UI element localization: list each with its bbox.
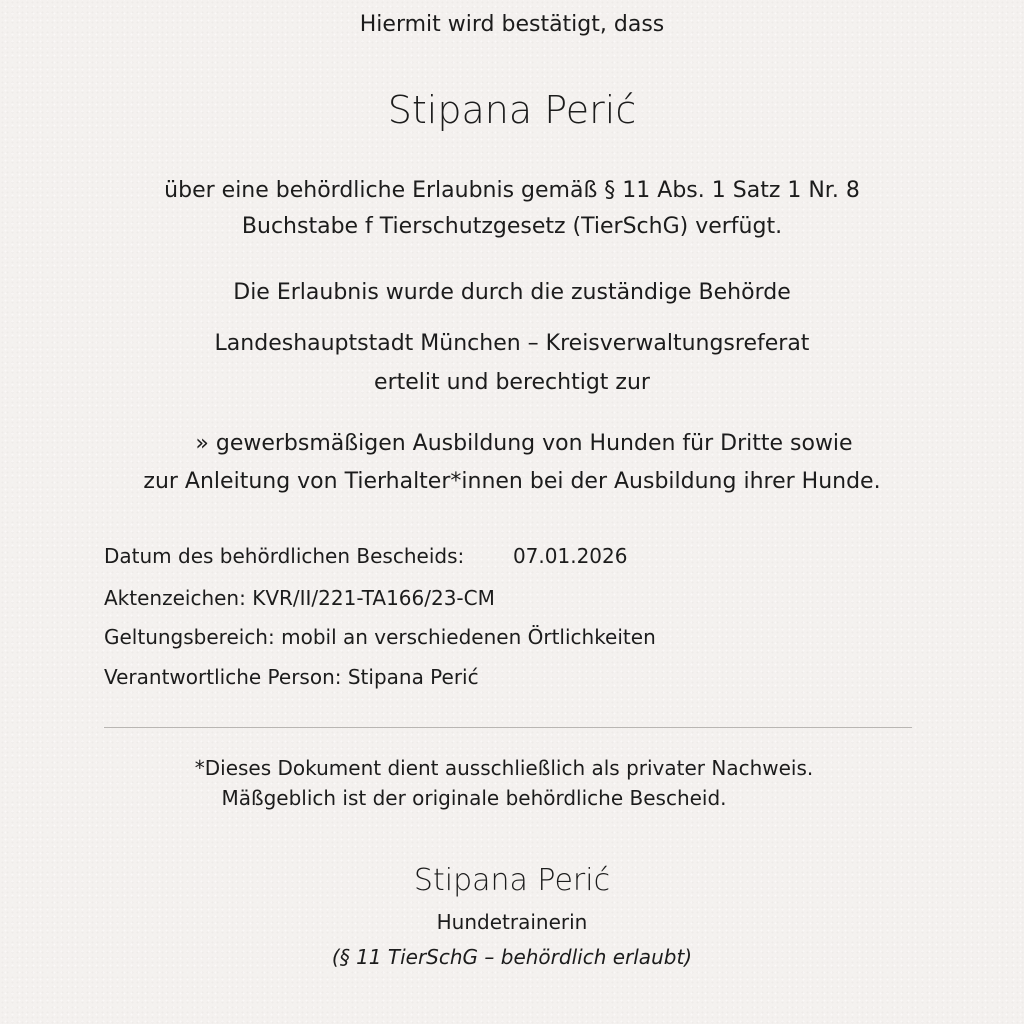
file-number-row (104, 586, 495, 610)
file-number-label: Aktenzeichen: (104, 586, 246, 610)
scope-row (104, 625, 656, 649)
authority-name: Landeshauptstadt München – Kreisverwaltungsreferat (214, 331, 810, 356)
intro-text: Hiermit wird bestätigt, dass (359, 12, 665, 37)
divider (104, 727, 912, 728)
permit-line-2: Buchstabe f Tierschutzgesetz (TierSchG) verfügt. (241, 214, 783, 239)
scope-label: Geltungsbereich: (104, 625, 275, 649)
holder-name: Stipana Perić (387, 88, 637, 132)
scope-line-2: zur Anleitung von Tierhalter*innen bei der Ausbildung ihrer Hunde. (143, 469, 881, 494)
disclaimer-line-2: Mäßgeblich ist der originale behördliche Bescheid. (221, 786, 727, 810)
file-number-value: KVR/II/221-TA166/23-CM (252, 586, 495, 610)
scope-value: mobil an verschiedenen Örtlichkeiten (281, 625, 656, 649)
permit-line-1: über eine behördliche Erlaubnis gemäß § 11 Abs. 1 Satz 1 Nr. 8 (164, 178, 860, 203)
date-value: 07.01.2026 (512, 544, 628, 568)
date-label: Datum des behördlichen Bescheids: (104, 544, 465, 568)
date-row (104, 544, 627, 568)
responsible-person-value: Stipana Perić (347, 665, 479, 689)
authority-outro: ertelit und berechtigt zur (374, 370, 650, 395)
signature-title: Hundetrainerin (436, 910, 588, 934)
responsible-person-label: Verantwortliche Person: (104, 665, 342, 689)
responsible-person-row (104, 665, 479, 689)
signature-note: (§ 11 TierSchG – behördlich erlaubt) (331, 945, 693, 969)
authority-intro: Die Erlaubnis wurde durch die zuständige Behörde (233, 280, 791, 305)
disclaimer-line-1: *Dieses Dokument dient ausschließlich als privater Nachweis. (194, 756, 814, 780)
signature-name: Stipana Perić (413, 863, 611, 898)
scope-line-1: » gewerbsmäßigen Ausbildung von Hunden für Dritte sowie (195, 431, 853, 456)
